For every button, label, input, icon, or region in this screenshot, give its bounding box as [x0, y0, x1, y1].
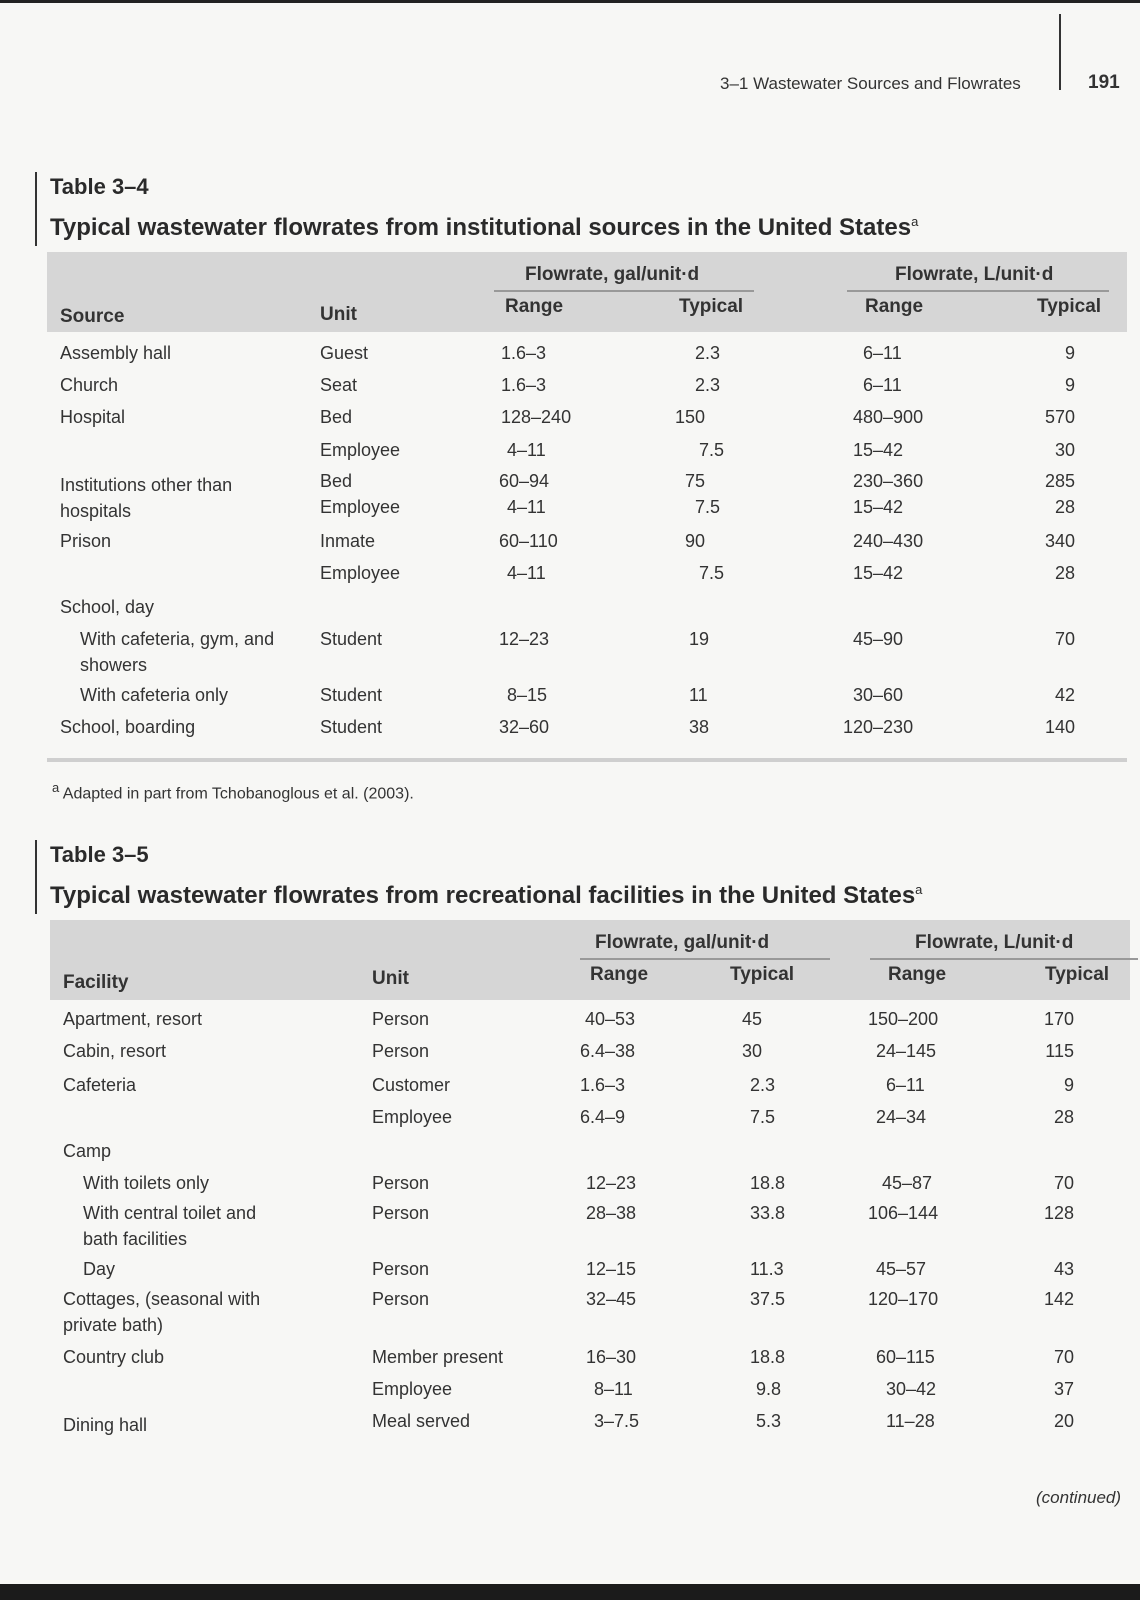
row-label: With toilets only: [83, 1173, 210, 1193]
table-3-5-title: [50, 872, 922, 914]
row-gal-range: 4–11: [507, 440, 546, 460]
header-range: Range: [865, 296, 924, 317]
row-gal-range: 60–94: [499, 471, 550, 491]
row-unit: Employee: [320, 497, 401, 517]
row-l-range: 15–42: [853, 440, 904, 460]
row-l-range: 480–900: [853, 407, 924, 427]
row-unit: Person: [372, 1041, 430, 1061]
row-l-range: 120–230: [843, 717, 914, 737]
row-gal-range: 4–11: [507, 497, 546, 517]
row-gal-range: 12–23: [499, 629, 550, 649]
continued-note: (continued): [1036, 1488, 1122, 1507]
row-l-range: 106–144: [868, 1203, 939, 1223]
table-3-4-footnote: [52, 780, 414, 803]
header-typical: Typical: [679, 296, 744, 317]
row-l-typical: 285: [1044, 471, 1075, 491]
row-l-range: 6–11: [886, 1075, 925, 1095]
title-footnote-mark: a: [915, 882, 923, 897]
header-range: Range: [505, 296, 564, 317]
row-l-typical: 570: [1044, 407, 1075, 427]
row-unit: Person: [372, 1289, 430, 1309]
row-gal-range: 16–30: [586, 1347, 637, 1367]
row-gal-typical: 19: [689, 629, 710, 649]
row-l-range: 45–90: [853, 629, 904, 649]
table-bottom-rule: [47, 758, 1127, 762]
table-header: [50, 920, 1130, 1000]
row-unit: Person: [372, 1009, 430, 1029]
row-label: With cafeteria, gym, and showers: [80, 629, 275, 675]
row-label: Cafeteria: [63, 1075, 137, 1095]
row-unit: Person: [372, 1259, 430, 1279]
row-gal-range: 1.6–3: [501, 343, 547, 363]
row-gal-range: 12–23: [586, 1173, 637, 1193]
running-head: 3–1 Wastewater Sources and Flowrates: [720, 74, 1021, 93]
header-flowrate-l: Flowrate, L/unit·d: [895, 264, 1054, 285]
row-l-range: 15–42: [853, 563, 904, 583]
header-source: Source: [60, 306, 125, 327]
row-gal-range: 60–110: [499, 531, 558, 551]
table-3-4-number: Table 3–4: [50, 174, 149, 199]
row-l-range: 150–200: [868, 1009, 939, 1029]
row-label: Hospital: [60, 407, 126, 427]
row-label: Cottages, (seasonal with private bath): [63, 1289, 261, 1335]
row-unit: Employee: [320, 440, 401, 460]
header-typical: Typical: [730, 964, 795, 985]
row-label: Institutions other than hospitals: [60, 475, 233, 521]
row-l-typical: 142: [1043, 1289, 1074, 1309]
row-gal-typical: 45: [742, 1009, 763, 1029]
row-l-typical: 30: [1054, 440, 1075, 460]
row-label: Church: [60, 375, 119, 395]
header-typical: Typical: [1045, 964, 1110, 985]
row-gal-typical: 18.8: [750, 1347, 786, 1367]
header-range: Range: [888, 964, 947, 985]
top-edge: [0, 0, 1140, 3]
table-3-5-title-text: Typical wastewater flowrates from recreational facilities in the United States: [50, 882, 916, 909]
row-gal-range: 40–53: [585, 1009, 636, 1029]
row-gal-typical: 7.5: [699, 563, 725, 583]
row-l-range: 120–170: [868, 1289, 939, 1309]
row-l-range: 30–42: [886, 1379, 937, 1399]
page-number: 191: [1088, 72, 1120, 93]
header-flowrate-l: Flowrate, L/unit·d: [915, 932, 1074, 953]
header-group-underline: [580, 958, 830, 960]
row-gal-typical: 18.8: [750, 1173, 786, 1193]
row-label: Cabin, resort: [63, 1041, 167, 1061]
table-3-5-caption: [35, 840, 922, 914]
row-unit: Person: [372, 1173, 430, 1193]
row-gal-typical: 90: [685, 531, 706, 551]
row-unit: Student: [320, 629, 383, 649]
row-l-typical: 70: [1054, 629, 1075, 649]
row-unit: Employee: [372, 1107, 453, 1127]
row-label: Apartment, resort: [63, 1009, 203, 1029]
row-l-typical: 20: [1053, 1411, 1074, 1431]
row-gal-range: 32–45: [586, 1289, 637, 1309]
row-l-range: 15–42: [853, 497, 904, 517]
row-l-typical: 43: [1053, 1259, 1074, 1279]
bottom-edge: [0, 1584, 1140, 1600]
row-gal-range: 3–7.5: [594, 1411, 640, 1431]
row-l-range: 60–115: [876, 1347, 935, 1367]
row-gal-range: 8–15: [507, 685, 548, 705]
row-l-range: 11–28: [886, 1411, 935, 1431]
row-unit: Seat: [320, 375, 358, 395]
row-gal-range: 6.4–9: [580, 1107, 626, 1127]
footnote-text: Adapted in part from Tchobanoglous et al. (2003).: [62, 785, 414, 803]
row-l-range: 45–57: [876, 1259, 927, 1279]
row-l-range: 6–11: [863, 375, 902, 395]
table-3-4: [47, 252, 1127, 737]
row-gal-typical: 7.5: [750, 1107, 776, 1127]
running-head-rule: [1059, 14, 1061, 90]
row-gal-typical: 7.5: [699, 440, 725, 460]
header-unit: Unit: [320, 304, 357, 325]
row-gal-typical: 11: [689, 685, 708, 705]
row-l-typical: 70: [1053, 1347, 1074, 1367]
row-l-typical: 115: [1045, 1041, 1074, 1061]
row-label: With central toilet and bath facilities: [83, 1203, 257, 1249]
row-gal-typical: 75: [685, 471, 706, 491]
row-gal-typical: 5.3: [756, 1411, 782, 1431]
row-gal-range: 1.6–3: [501, 375, 547, 395]
row-l-range: 6–11: [863, 343, 902, 363]
row-gal-range: 12–15: [586, 1259, 637, 1279]
row-unit: Guest: [320, 343, 369, 363]
table-3-5-number: Table 3–5: [50, 842, 149, 867]
row-l-typical: 128: [1043, 1203, 1074, 1223]
row-l-range: 240–430: [853, 531, 924, 551]
header-flowrate-gal: Flowrate, gal/unit·d: [525, 264, 700, 285]
header-group-underline: [847, 290, 1109, 292]
row-unit: Member present: [372, 1347, 504, 1367]
header-flowrate-gal: Flowrate, gal/unit·d: [595, 932, 770, 953]
row-l-range: 45–87: [882, 1173, 933, 1193]
table-3-5: [50, 920, 1130, 1435]
row-gal-range: 128–240: [501, 407, 572, 427]
row-l-typical: 42: [1054, 685, 1075, 705]
row-unit: Customer: [372, 1075, 451, 1095]
row-l-range: 30–60: [853, 685, 904, 705]
table-header: [47, 252, 1127, 332]
row-label: School, day: [60, 597, 155, 617]
row-label: Country club: [63, 1347, 165, 1367]
row-l-range: 24–145: [876, 1041, 937, 1061]
row-unit: Bed: [320, 407, 353, 427]
row-label: Dining hall: [63, 1415, 148, 1435]
header-group-underline: [494, 290, 754, 292]
title-footnote-mark: a: [911, 214, 919, 229]
row-gal-typical: 30: [742, 1041, 763, 1061]
row-gal-typical: 7.5: [695, 497, 721, 517]
row-l-typical: 28: [1054, 563, 1075, 583]
row-gal-typical: 11.3: [750, 1259, 784, 1279]
row-l-typical: 28: [1053, 1107, 1074, 1127]
row-l-typical: 70: [1053, 1173, 1074, 1193]
row-l-range: 24–34: [876, 1107, 927, 1127]
row-label: School, boarding: [60, 717, 196, 737]
row-gal-typical: 37.5: [750, 1289, 786, 1309]
row-gal-range: 6.4–38: [580, 1041, 636, 1061]
row-gal-typical: 9.8: [756, 1379, 782, 1399]
row-label: Camp: [63, 1141, 112, 1161]
row-l-typical: 140: [1044, 717, 1075, 737]
header-typical: Typical: [1037, 296, 1102, 317]
row-gal-typical: 33.8: [750, 1203, 786, 1223]
header-range: Range: [590, 964, 649, 985]
header-unit: Unit: [372, 968, 409, 989]
row-unit: Person: [372, 1203, 430, 1223]
row-gal-range: 1.6–3: [580, 1075, 626, 1095]
row-unit: Inmate: [320, 531, 376, 551]
row-gal-range: 32–60: [499, 717, 550, 737]
row-gal-typical: 150: [675, 407, 706, 427]
row-l-typical: 9: [1064, 343, 1075, 363]
row-gal-typical: 2.3: [695, 343, 721, 363]
table-3-4-title: [50, 204, 918, 246]
row-unit: Meal served: [372, 1411, 471, 1431]
row-l-range: 230–360: [853, 471, 924, 491]
row-gal-typical: 2.3: [695, 375, 721, 395]
row-label: With cafeteria only: [80, 685, 229, 705]
row-label: Assembly hall: [60, 343, 172, 363]
row-gal-range: 4–11: [507, 563, 546, 583]
row-gal-range: 28–38: [586, 1203, 637, 1223]
row-l-typical: 340: [1044, 531, 1075, 551]
row-l-typical: 28: [1054, 497, 1075, 517]
row-l-typical: 37: [1053, 1379, 1074, 1399]
footnote-mark: a: [52, 780, 60, 795]
row-gal-range: 8–11: [594, 1379, 633, 1399]
row-gal-typical: 38: [689, 717, 710, 737]
row-l-typical: 9: [1063, 1075, 1074, 1095]
row-gal-typical: 2.3: [750, 1075, 776, 1095]
row-unit: Employee: [372, 1379, 453, 1399]
row-l-typical: 170: [1043, 1009, 1074, 1029]
row-label: Day: [83, 1259, 116, 1279]
row-unit: Employee: [320, 563, 401, 583]
header-facility: Facility: [63, 972, 129, 993]
row-unit: Student: [320, 717, 383, 737]
row-unit: Student: [320, 685, 383, 705]
table-3-4-title-text: Typical wastewater flowrates from institutional sources in the United States: [50, 214, 912, 241]
header-group-underline: [870, 958, 1138, 960]
row-label: Prison: [60, 531, 112, 551]
row-unit: Bed: [320, 471, 353, 491]
table-3-4-caption: [35, 172, 918, 246]
row-l-typical: 9: [1064, 375, 1075, 395]
